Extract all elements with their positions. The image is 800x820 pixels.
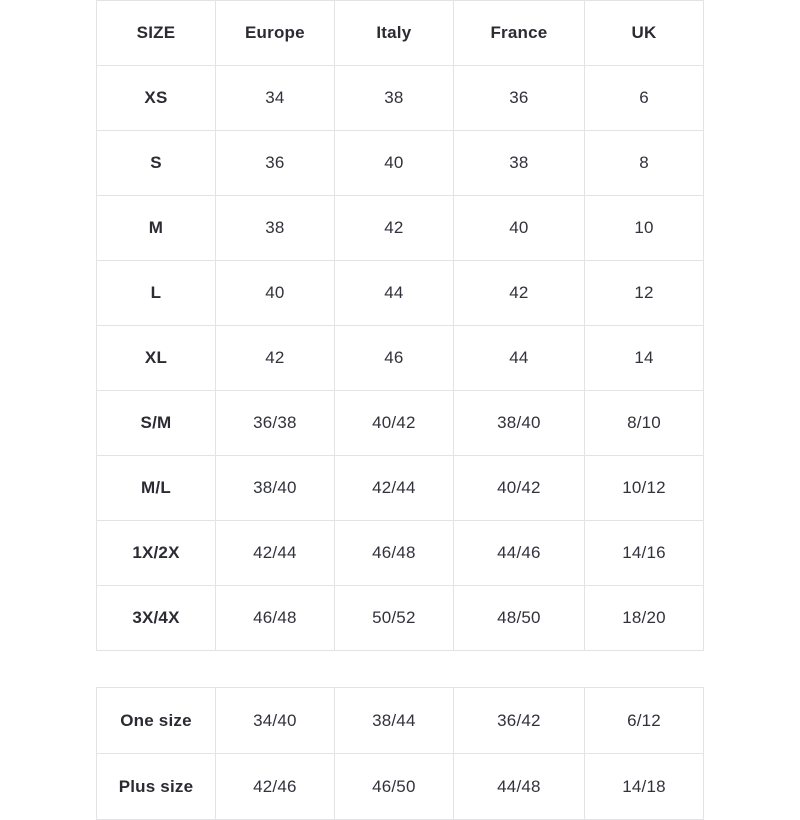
row-label: M: [97, 196, 216, 261]
cell-france: 40: [453, 196, 584, 261]
table-row: [97, 586, 704, 651]
cell-uk: 8: [585, 131, 704, 196]
table-spacer: [96, 651, 704, 687]
cell-italy: 46/50: [334, 754, 453, 820]
cell-france: 44: [453, 326, 584, 391]
cell-uk: 8/10: [585, 391, 704, 456]
column-header-italy: Italy: [334, 1, 453, 66]
cell-uk: 14/18: [585, 754, 704, 820]
cell-france: 42: [453, 261, 584, 326]
row-label: S: [97, 131, 216, 196]
table-row: [97, 66, 704, 131]
cell-europe: 42/44: [215, 521, 334, 586]
special-sizes-table: [96, 687, 704, 820]
cell-italy: 38/44: [334, 688, 453, 754]
cell-europe: 42: [215, 326, 334, 391]
cell-france: 44/46: [453, 521, 584, 586]
cell-europe: 46/48: [215, 586, 334, 651]
cell-uk: 10/12: [585, 456, 704, 521]
cell-italy: 44: [334, 261, 453, 326]
table-row: [97, 521, 704, 586]
cell-france: 36/42: [453, 688, 584, 754]
row-label: One size: [97, 688, 216, 754]
cell-italy: 42/44: [334, 456, 453, 521]
cell-france: 38: [453, 131, 584, 196]
cell-europe: 38/40: [215, 456, 334, 521]
table-row: [97, 754, 704, 820]
cell-europe: 40: [215, 261, 334, 326]
cell-france: 40/42: [453, 456, 584, 521]
cell-france: 36: [453, 66, 584, 131]
cell-europe: 34/40: [215, 688, 334, 754]
table-header-row: [97, 1, 704, 66]
cell-italy: 42: [334, 196, 453, 261]
table-row: [97, 261, 704, 326]
cell-uk: 14: [585, 326, 704, 391]
table-row: [97, 456, 704, 521]
table-row: [97, 131, 704, 196]
cell-italy: 40: [334, 131, 453, 196]
column-header-uk: UK: [585, 1, 704, 66]
cell-italy: 38: [334, 66, 453, 131]
cell-uk: 18/20: [585, 586, 704, 651]
cell-uk: 12: [585, 261, 704, 326]
row-label: M/L: [97, 456, 216, 521]
cell-europe: 38: [215, 196, 334, 261]
row-label: S/M: [97, 391, 216, 456]
table-row: [97, 391, 704, 456]
column-header-france: France: [453, 1, 584, 66]
cell-italy: 46/48: [334, 521, 453, 586]
cell-europe: 36: [215, 131, 334, 196]
row-label: XS: [97, 66, 216, 131]
row-label: 3X/4X: [97, 586, 216, 651]
row-label: L: [97, 261, 216, 326]
row-label: 1X/2X: [97, 521, 216, 586]
row-label: Plus size: [97, 754, 216, 820]
cell-italy: 46: [334, 326, 453, 391]
column-header-size: SIZE: [97, 1, 216, 66]
table-row: [97, 196, 704, 261]
table-row: [97, 326, 704, 391]
cell-europe: 42/46: [215, 754, 334, 820]
cell-italy: 50/52: [334, 586, 453, 651]
cell-france: 44/48: [453, 754, 584, 820]
cell-italy: 40/42: [334, 391, 453, 456]
column-header-europe: Europe: [215, 1, 334, 66]
cell-uk: 6: [585, 66, 704, 131]
cell-europe: 34: [215, 66, 334, 131]
table-row: [97, 688, 704, 754]
cell-uk: 6/12: [585, 688, 704, 754]
size-conversion-table: [96, 0, 704, 651]
cell-uk: 14/16: [585, 521, 704, 586]
cell-france: 48/50: [453, 586, 584, 651]
row-label: XL: [97, 326, 216, 391]
cell-europe: 36/38: [215, 391, 334, 456]
cell-uk: 10: [585, 196, 704, 261]
cell-france: 38/40: [453, 391, 584, 456]
